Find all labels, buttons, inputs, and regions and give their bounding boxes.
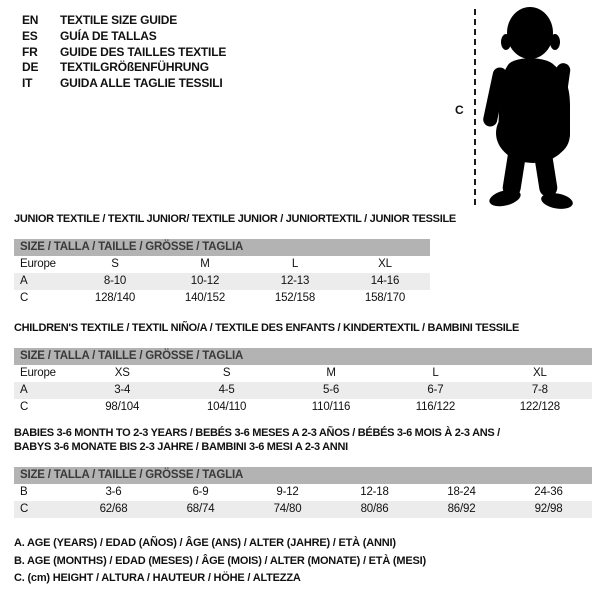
table-row (14, 290, 430, 307)
language-title: GUÍA DE TALLAS (60, 28, 157, 43)
table-cell: M (326, 367, 336, 379)
table-row (14, 273, 430, 290)
table-cell: 104/110 (206, 401, 247, 413)
table-cell: 158/170 (364, 292, 406, 304)
language-code: FR (22, 44, 38, 59)
table-title (14, 321, 592, 335)
table-title-line: BABYS 3-6 MONATE BIS 2-3 JAHRE / BAMBINI 3-6 MESI A 2-3 ANNI (14, 441, 348, 453)
table-title-line: JUNIOR TEXTILE / TEXTIL JUNIOR/ TEXTILE JUNIOR / JUNIORTEXTIL / JUNIOR TESSILE (14, 213, 456, 225)
language-row (22, 76, 226, 92)
table-cell: 7-8 (531, 384, 548, 396)
table-cell: 5-6 (323, 384, 340, 396)
row-label: Europe (20, 367, 56, 379)
table-cell: 110/116 (311, 401, 351, 413)
language-code: ES (22, 28, 38, 43)
table-cell: 116/122 (415, 401, 456, 413)
table-size-header: SIZE / TALLA / TAILLE / GRÖSSE / TAGLIA (14, 467, 592, 484)
table-cell: 6-7 (427, 384, 444, 396)
toddler-silhouette-icon (478, 5, 595, 216)
junior-textile-table (14, 212, 456, 307)
table-cell: 3-6 (105, 486, 122, 498)
table-body (14, 484, 592, 518)
table-cell: 128/140 (94, 292, 136, 304)
table-cell: 8-10 (103, 275, 127, 287)
table-title-line: BABIES 3-6 MONTH TO 2-3 YEARS / BEBÉS 3-6 MESES A 2-3 AÑOS / BÉBÉS 3-6 MOIS À 2-3 ANS / (14, 427, 500, 439)
table-row (14, 365, 592, 382)
table-cell: M (200, 258, 210, 270)
table-cell: 140/152 (184, 292, 226, 304)
table-title (14, 212, 456, 226)
table-row (14, 256, 430, 273)
table-cell: 24-36 (534, 486, 563, 498)
table-cell: 86/92 (447, 503, 476, 515)
table-row (14, 382, 592, 399)
language-title: GUIDA ALLE TAGLIE TESSILI (60, 76, 223, 91)
table-cell: L (291, 258, 299, 270)
row-label: B (20, 486, 28, 498)
language-title: GUIDE DES TAILLES TEXTILE (60, 44, 227, 59)
language-title: TEXTILE SIZE GUIDE (60, 13, 178, 27)
language-list (22, 13, 226, 92)
table-cell: 74/80 (273, 503, 302, 515)
footnote-line: C. (cm) HEIGHT / ALTURA / HAUTEUR / HÖHE / ALTEZZA (14, 572, 301, 584)
table-cell: 6-9 (192, 486, 209, 498)
babies-textile-table (14, 426, 592, 518)
table-cell: 14-16 (370, 275, 400, 287)
language-row (22, 60, 226, 76)
footnote-legend (14, 535, 426, 588)
row-label: C (20, 292, 29, 304)
table-title (14, 426, 592, 454)
row-label: C (20, 401, 29, 413)
row-label: C (20, 503, 29, 515)
language-row (22, 13, 226, 29)
language-code: DE (22, 60, 39, 75)
table-cell: 98/104 (105, 401, 140, 413)
children-textile-table (14, 321, 592, 416)
table-cell: 122/128 (519, 401, 560, 413)
table-cell: 80/86 (360, 503, 389, 515)
language-code: IT (22, 76, 33, 91)
table-cell: 92/98 (534, 503, 563, 515)
row-label: Europe (20, 258, 56, 270)
table-cell: 4-5 (218, 384, 235, 396)
table-cell: 152/158 (274, 292, 316, 304)
table-row (14, 399, 592, 416)
table-body (14, 256, 430, 307)
table-cell: XS (114, 367, 130, 379)
table-cell: S (222, 367, 231, 379)
table-cell: 68/74 (186, 503, 215, 515)
table-cell: XL (532, 367, 547, 379)
row-label: A (20, 275, 28, 287)
table-cell: 3-4 (114, 384, 131, 396)
table-cell: XL (378, 258, 392, 270)
language-row (22, 45, 226, 61)
footnote-line: A. AGE (YEARS) / EDAD (AÑOS) / ÂGE (ANS) / ALTER (JAHRE) / ETÀ (ANNI) (14, 537, 396, 549)
table-size-header: SIZE / TALLA / TAILLE / GRÖSSE / TAGLIA (14, 239, 430, 256)
footnote-line: B. AGE (MONTHS) / EDAD (MESES) / ÂGE (MOIS) / ALTER (MONATE) / ETÀ (MESI) (14, 554, 426, 567)
table-body (14, 365, 592, 416)
table-cell: S (111, 258, 119, 270)
table-size-header: SIZE / TALLA / TAILLE / GRÖSSE / TAGLIA (14, 348, 592, 365)
table-cell: 12-18 (360, 486, 389, 498)
table-row (14, 484, 592, 501)
language-title: TEXTILGRÖßENFÜHRUNG (60, 60, 209, 75)
table-cell: 18-24 (447, 486, 476, 498)
row-label: A (20, 384, 28, 396)
table-row (14, 501, 592, 518)
table-cell: 10-12 (190, 275, 220, 287)
table-cell: 62/68 (99, 503, 128, 515)
table-cell: L (432, 367, 439, 379)
height-measure-dashed-line (474, 9, 476, 205)
language-code: EN (22, 13, 39, 27)
table-cell: 9-12 (276, 486, 299, 498)
height-measure-label: C (455, 103, 464, 117)
table-cell: 12-13 (280, 275, 310, 287)
language-row (22, 29, 226, 45)
table-title-line: CHILDREN'S TEXTILE / TEXTIL NIÑO/A / TEXTILE DES ENFANTS / KINDERTEXTIL / BAMBINI TESSILE (14, 322, 519, 334)
